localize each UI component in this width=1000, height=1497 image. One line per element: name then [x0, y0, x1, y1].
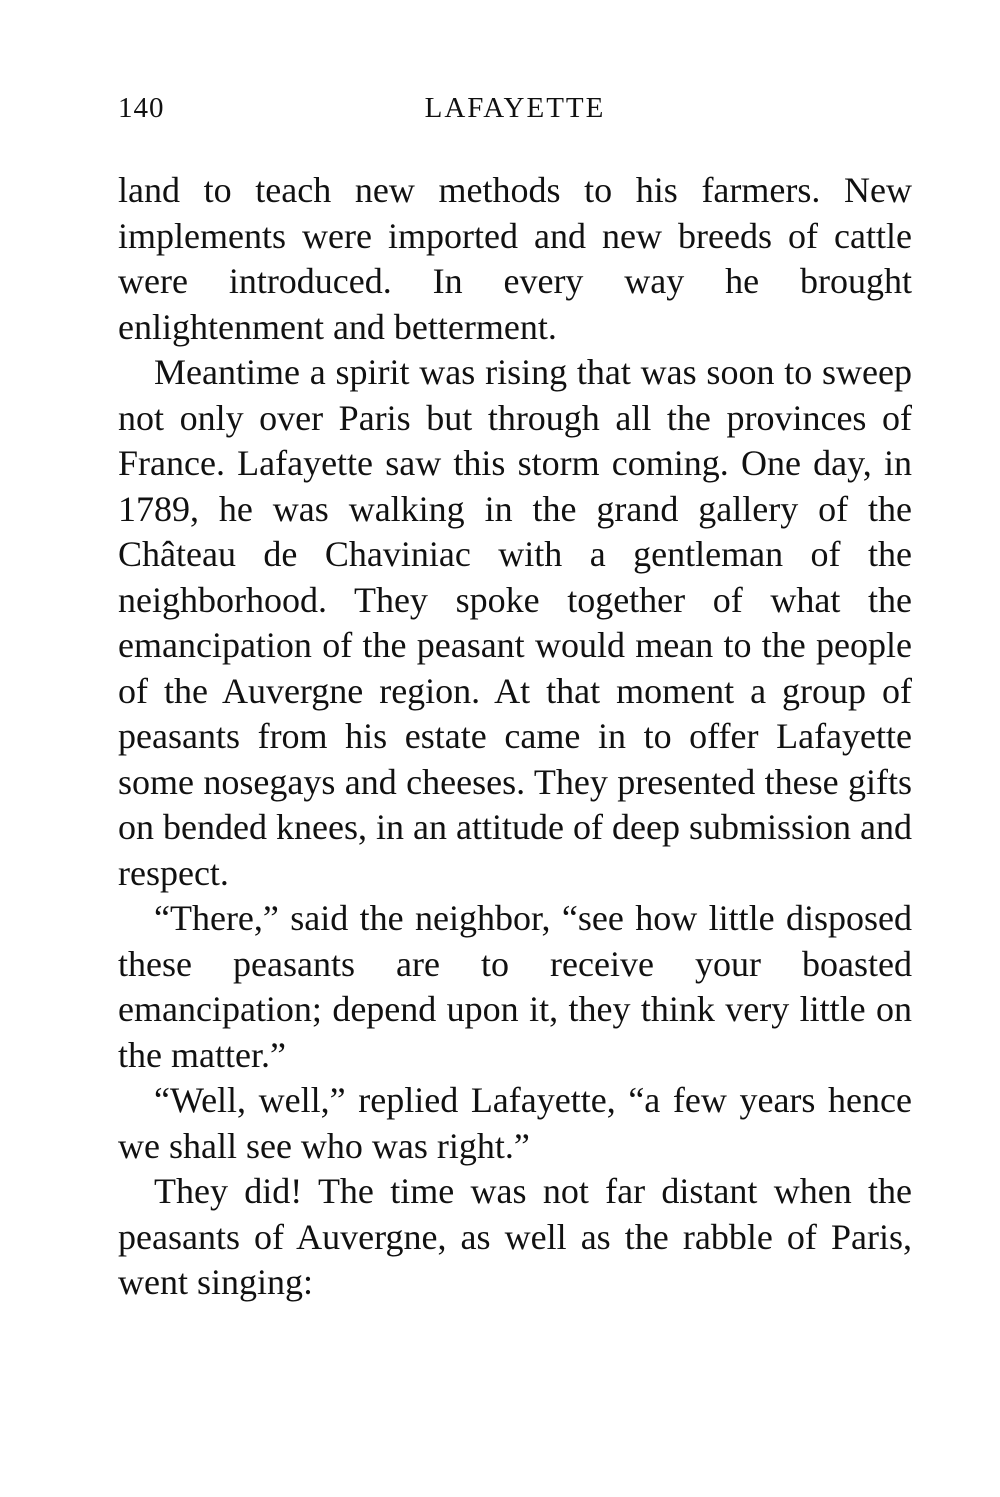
paragraph: Meantime a spirit was rising that was soon to sweep not only over Paris but through all the provinces of France. Lafayette saw this storm coming. One day, in 1789, he was walking in the grand gallery of the Château de Chaviniac with a gentleman of the neighborhood. They spoke together of what the emancipation of the peasant would mean to the people of the Auvergne region. At that moment a group of peasants from his estate came in to offer Lafayette some nosegays and cheeses. They presented these gifts on bended knees, in an attitude of deep submission and respect.	[118, 352, 912, 893]
page-number: 140	[118, 92, 165, 124]
running-head	[118, 92, 912, 142]
running-title: LAFAYETTE	[424, 92, 606, 124]
body-text	[118, 168, 912, 1306]
paragraph: “Well, well,” replied Lafayette, “a few years hence we shall see who was right.”	[118, 1080, 912, 1166]
paragraph: They did! The time was not far distant when the peasants of Auvergne, as well as the rabble of Paris, went singing:	[118, 1171, 912, 1302]
paragraph-continuation: land to teach new methods to his farmers. New implements were imported and new breeds of cattle were introduced. In every way he brought enlightenment and betterment.	[118, 170, 912, 347]
paragraph: “There,” said the neighbor, “see how little disposed these peasants are to receive your boasted emancipation; depend upon it, they think very little on the matter.”	[118, 898, 912, 1075]
